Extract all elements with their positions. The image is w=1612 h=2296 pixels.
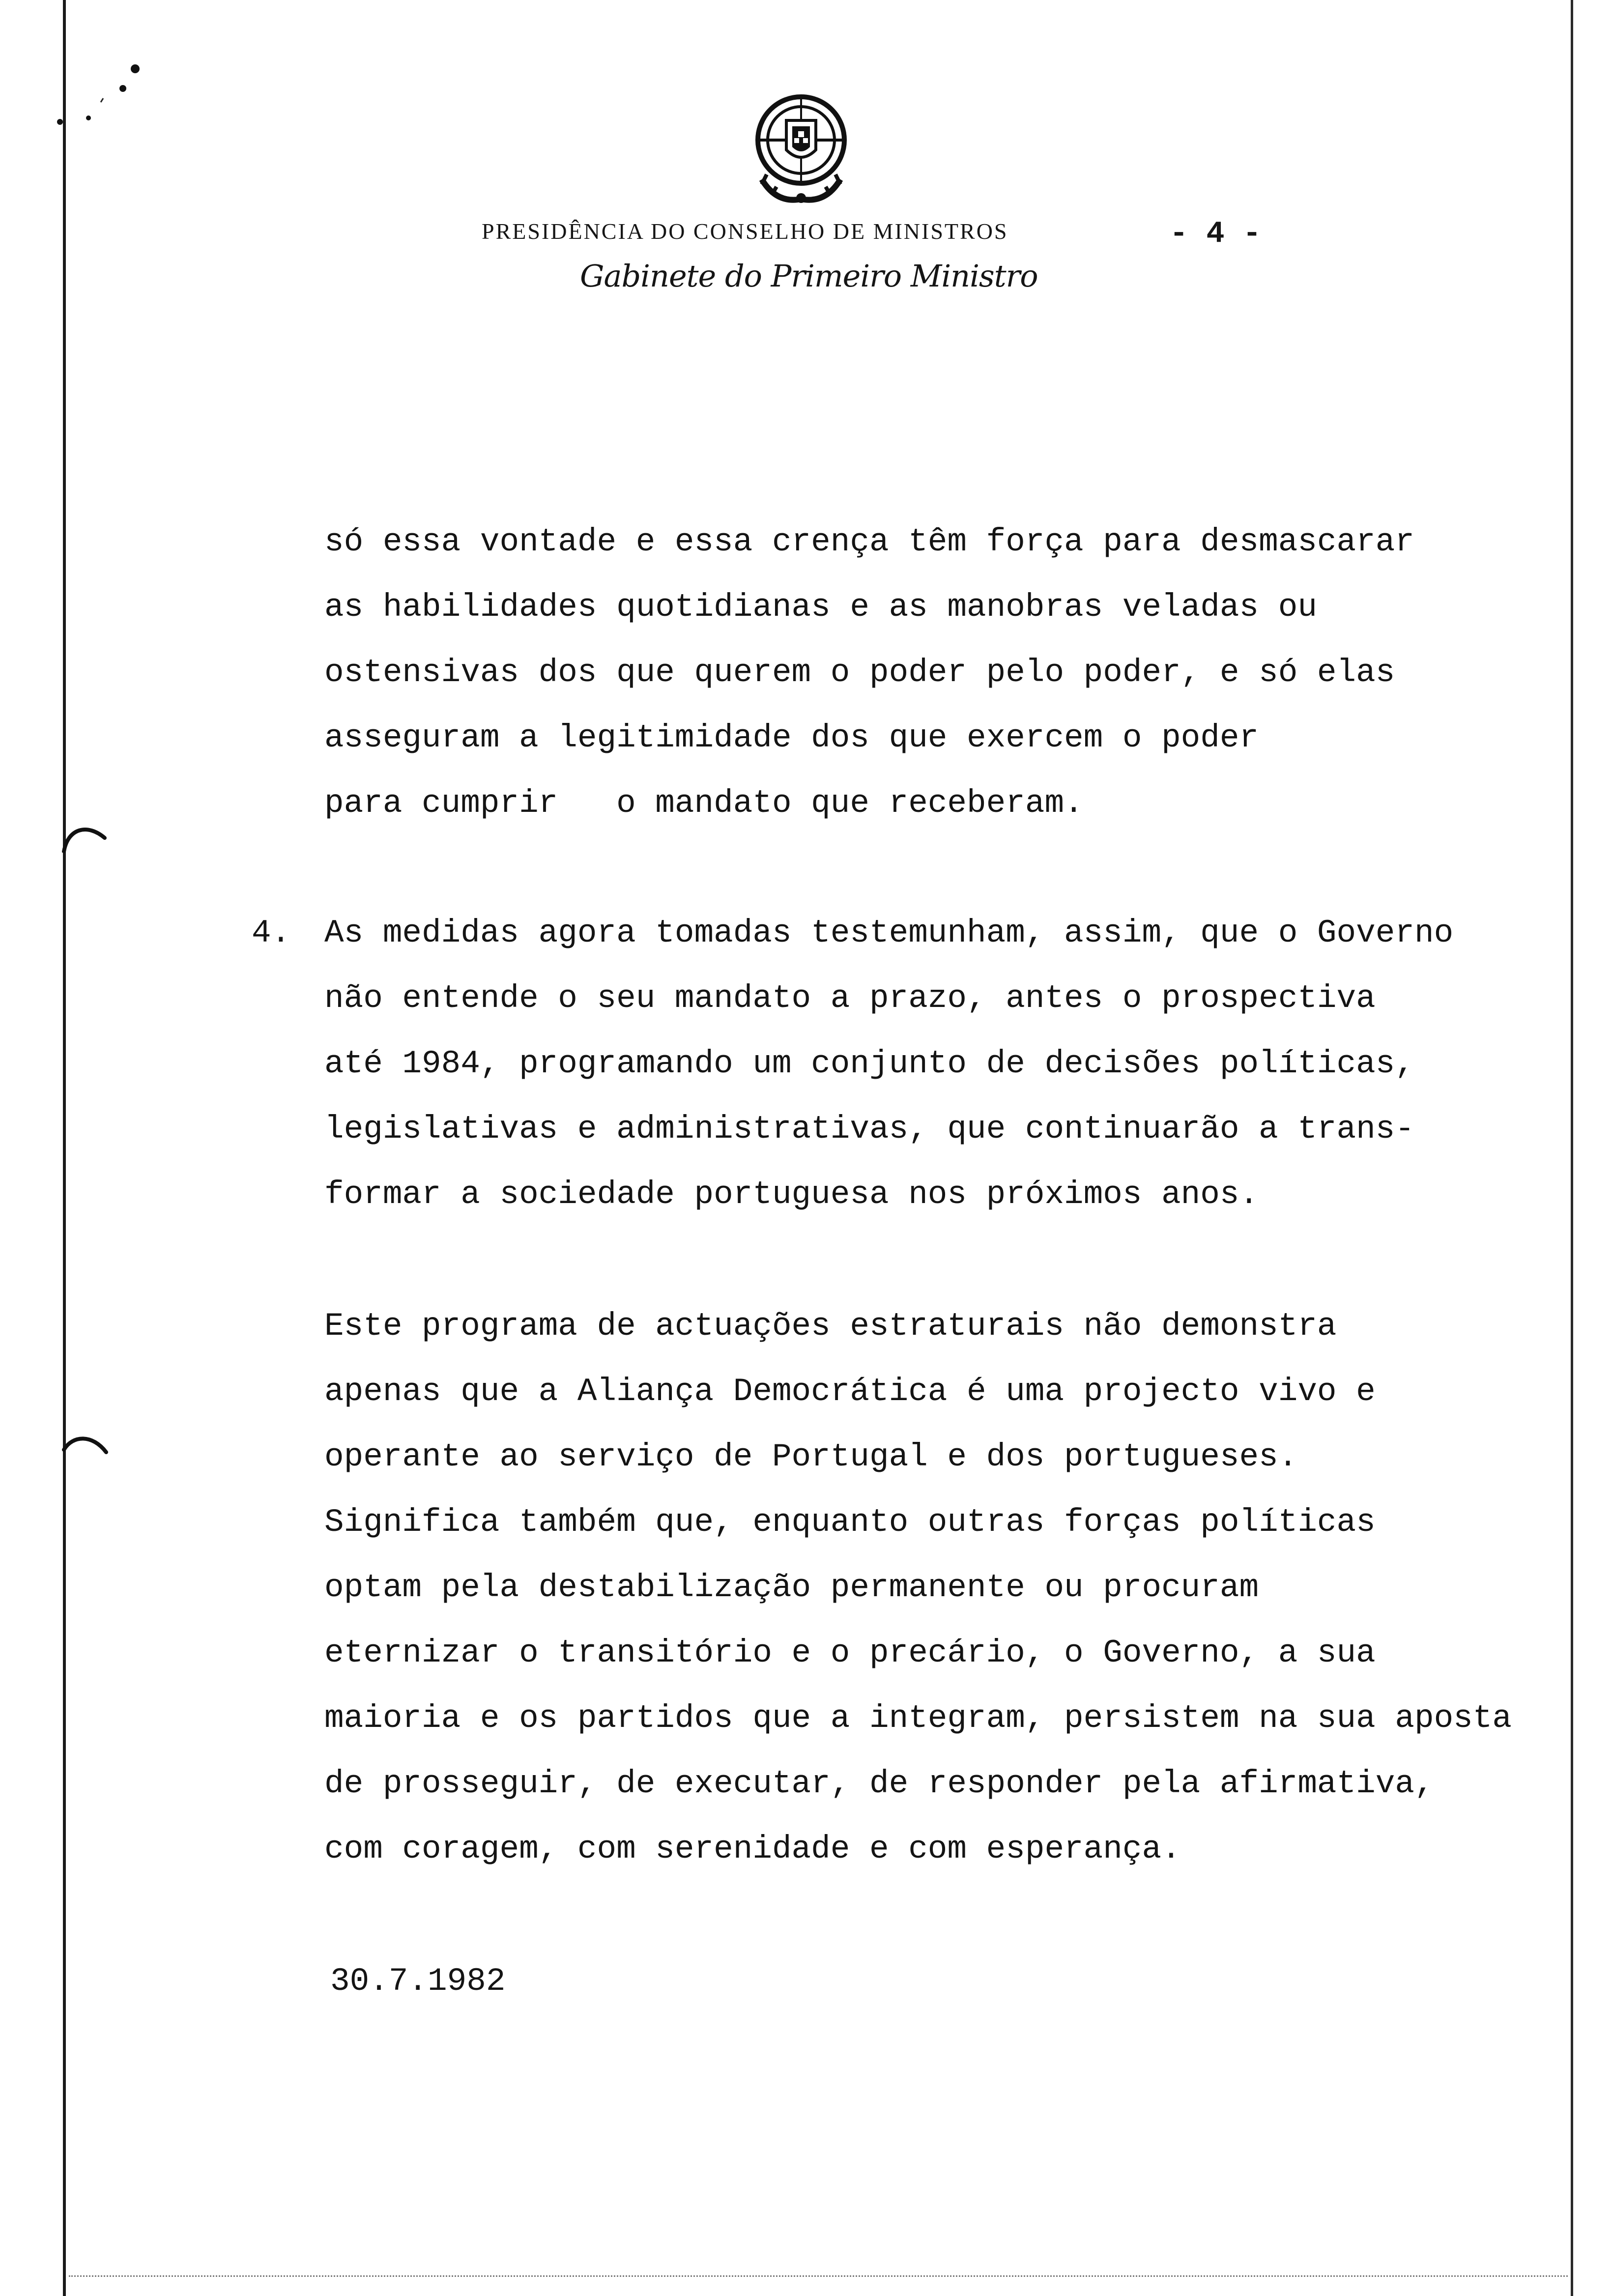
text-line: formar a sociedade portuguesa nos próximos anos. [324,1176,1259,1213]
ministry-heading: PRESIDÊNCIA DO CONSELHO DE MINISTROS [482,219,1008,244]
page-number: - 4 - [1170,216,1262,251]
text-line: ostensivas dos que querem o poder pelo poder, e só elas [324,654,1395,691]
text-line: optam pela destabilização permanente ou procuram [324,1569,1259,1606]
scan-specks [54,49,162,147]
text-line: só essa vontade e essa crença têm força para desmascarar [324,523,1414,560]
punch-hole-mark-upper [58,818,112,853]
text-line: operante ao serviço de Portugal e dos portugueses. [324,1438,1298,1475]
text-line: legislativas e administrativas, que continuarão a trans- [324,1111,1414,1148]
cabinet-subheading: Gabinete do Primeiro Ministro [580,258,1038,294]
text-line: Este programa de actuações estraturais não demonstra [324,1308,1337,1345]
text-line: apenas que a Aliança Democrática é uma projecto vivo e [324,1373,1376,1410]
scan-left-edge [63,0,66,2296]
text-line: não entende o seu mandato a prazo, antes o prospectiva [324,980,1376,1017]
scan-bottom-edge [69,2275,1568,2278]
paragraph-number: 4. [252,915,291,951]
punch-hole-mark-lower [58,1425,112,1460]
text-line: maioria e os partidos que a integram, persistem na sua aposta [324,1700,1512,1737]
document-date: 30.7.1982 [330,1963,506,2000]
text-line: até 1984, programando um conjunto de decisões políticas, [324,1045,1414,1082]
text-line: de prosseguir, de executar, de responder pela afirmativa, [324,1765,1434,1802]
text-line: As medidas agora tomadas testemunham, assim, que o Governo [324,915,1454,951]
paragraph-closing [324,1293,1563,1882]
paragraph-numbered [324,900,1563,1227]
coat-of-arms-emblem [742,86,860,209]
scan-right-edge [1571,0,1573,2296]
text-line: com coragem, com serenidade e com esperança. [324,1831,1181,1867]
text-line: Significa também que, enquanto outras forças políticas [324,1504,1376,1541]
paragraph-continuation [324,509,1563,836]
text-line: eternizar o transitório e o precário, o Governo, a sua [324,1635,1376,1671]
text-line: as habilidades quotidianas e as manobras veladas ou [324,589,1317,626]
text-line: para cumprir o mandato que receberam. [324,785,1084,822]
text-line: asseguram a legitimidade dos que exercem o poder [324,719,1259,756]
